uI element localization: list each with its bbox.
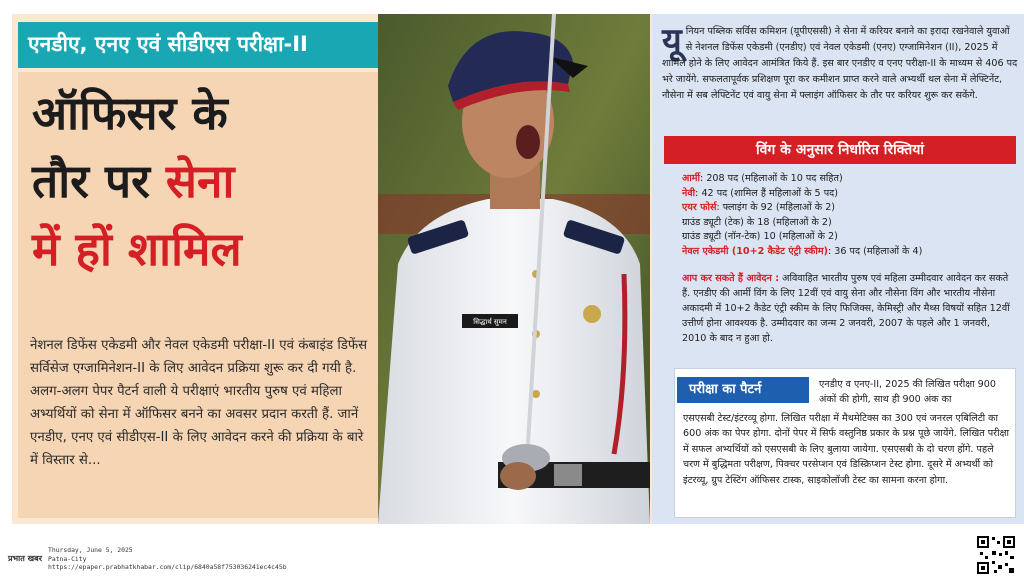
article-clip [12,14,1024,524]
navy-text: : 42 पद (शामिल हैं महिलाओं के 5 पद) [695,187,838,199]
headline-line-3: में हों शामिल [32,222,242,276]
footer-edition: Patna-City [48,554,87,563]
exam-pattern-text-b: एसएसबी टेस्ट/इंटरव्यू होगा. लिखित परीक्षा में मैथमेटिक्स का 300 एवं जनरल एबिलिटी का 600 अंक का पेपर होगा. दोनों पेपर में सिर्फ वस्तुनिष्ठ प्रकार के प्रश्न पूछे जायेंगे. लिखित परीक्षा में सफल अभ्यर्थियों को एसएसबी के लिए बुलाया जायेगा. एसएसबी के दो चरण होंगे. पहले चरण में बुद्धिमता परीक्षण, पिक्चर परसेप्शन एवं डिस्क्रिप्शन टेस्ट होगा. दूसरे में अभ्यर्थी को इंटरव्यू, ग्रुप टेस्टिंग ऑफिसर टास्क, साइकोलॉजी टेस्ट का सामना करना होगा. [683,413,1009,486]
naval-academy-text: : 36 पद (महिलाओं के 4) [828,245,923,257]
lead-paragraph [662,21,1018,104]
cadet-illustration [378,14,650,524]
exam-pattern-box [674,368,1016,518]
airforce-label: एयर फोर्स [682,202,717,214]
dropcap: यू [662,21,682,61]
headline-line-2-black: तौर पर [32,154,166,208]
vacancy-heading: विंग के अनुसार निर्धारित रिक्तियां [664,136,1016,164]
naval-academy-label: नेवल एकेडमी (10+2 कैडेट एंट्री स्कीम) [682,245,829,257]
vacancy-airforce-tech: ग्राउंड ड्यूटी (टेक) के 18 (महिलाओं के 2) [682,216,832,228]
footer-date: Thursday, June 5, 2025 [48,546,133,554]
intro-paragraph: नेशनल डिफेंस एकेडमी और नेवल एकेडमी परीक्षा-II एवं कंबाइंड डिफेंस सर्विसेज एग्जामिनेशन-II के लिए आवेदन प्रक्रिया शुरू कर दी गयी है. अलग-अलग पेपर पैटर्न वाली ये परीक्षाएं भारतीय पुरुष एवं महिला अभ्यर्थियों को सेना में ऑफिसर बनने का अवसर प्रदान करती हैं. जानें एनडीए, एनए एवं सीडीएस-II के लिए आवेदन करने की प्रक्रिया के बारे में विस्तार से... [30,338,368,468]
newspaper-logo: प्रभात खबर [8,554,42,563]
vacancy-airforce-nontech: ग्राउंड ड्यूटी (नॉन-टेक) 10 (महिलाओं के 2) [682,231,838,243]
vacancy-airforce [682,201,1012,216]
footer-url[interactable]: https://epaper.prabhatkhabar.com/clip/6840a58f753036241ec4c45b [48,563,287,571]
exam-pattern-heading: परीक्षा का पैटर्न [677,377,809,403]
headline-line-1: ऑफिसर के [32,86,228,140]
footer-meta [48,546,287,572]
vacancy-list [682,172,1012,260]
qr-code-icon[interactable] [976,535,1016,575]
cadet-photo [378,14,650,524]
eligibility-text: अविवाहित भारतीय पुरुष एवं महिला उम्मीदवार आवेदन कर सकते हैं. एनडीए की आर्मी विंग के लिए 12वीं एवं वायु सेना और नौसेना विंग और भारतीय नौसेना अकादमी में 10+2 कैडेट एंट्री स्कीम के लिए फिजिक्स, केमिस्ट्री और मैथ्स विषयों सहित 12वीं उत्तीर्ण होना आवश्यक है. उम्मीदवार का जन्म 2 जनवरी, 2007 के पहले और 1 जनवरी, 2010 के बाद न हुआ हो. [682,273,1010,344]
vacancy-navy [682,187,1012,202]
vacancy-army [682,172,1012,187]
left-panel [18,72,378,518]
headline-line-2-red: सेना [165,154,235,208]
nameplate-text: सिद्धार्थ सुमन [473,318,507,326]
exam-pattern-text-a: एनडीए व एनए-II, 2025 की लिखित परीक्षा 900 अंकों की होगी, साथ ही 900 अंक का [819,379,996,405]
army-text: : 208 पद (महिलाओं के 10 पद सहित) [700,173,843,184]
navy-label: नेवी [682,187,696,199]
airforce-text: : फ्लाइंग के 92 (महिलाओं के 2) [716,202,836,214]
headline-line-2 [32,154,235,208]
army-label: आर्मी [682,173,701,184]
right-column [652,14,1024,524]
vacancy-naval-academy [682,245,1012,260]
eligibility-paragraph [682,271,1014,346]
eligibility-label: आप कर सकते हैं आवेदन : [682,273,780,284]
section-tag: एनडीए, एनए एवं सीडीएस परीक्षा-II [18,22,378,68]
lead-text: नियन पब्लिक सर्विस कमिशन (यूपीएससी) ने सेना में करियर बनाने का इरादा रखनेवाले युवाओं से नेशनल डिफेंस एकेडमी (एनडीए) एवं नेवल एकेडमी (एनए) एग्जामिनेशन (II), 2025 में शामिल होने के लिए आवेदन आमंत्रित किये हैं. इस बार एनडीए व एनए परीक्षा-II के माध्यम से 406 पद भरे जायेंगे. सफलतापूर्वक प्रशिक्षण पूरा कर कमीशन प्राप्त करने वाले अभ्यर्थी थल सेना में लेफ्टिनेंट, नौसेना में सब लेफ्टिनेंट एवं वायु सेना में फ्लाइंग ऑफिसर के तौर पर करियर शुरू कर सकेंगे. [662,26,1018,101]
